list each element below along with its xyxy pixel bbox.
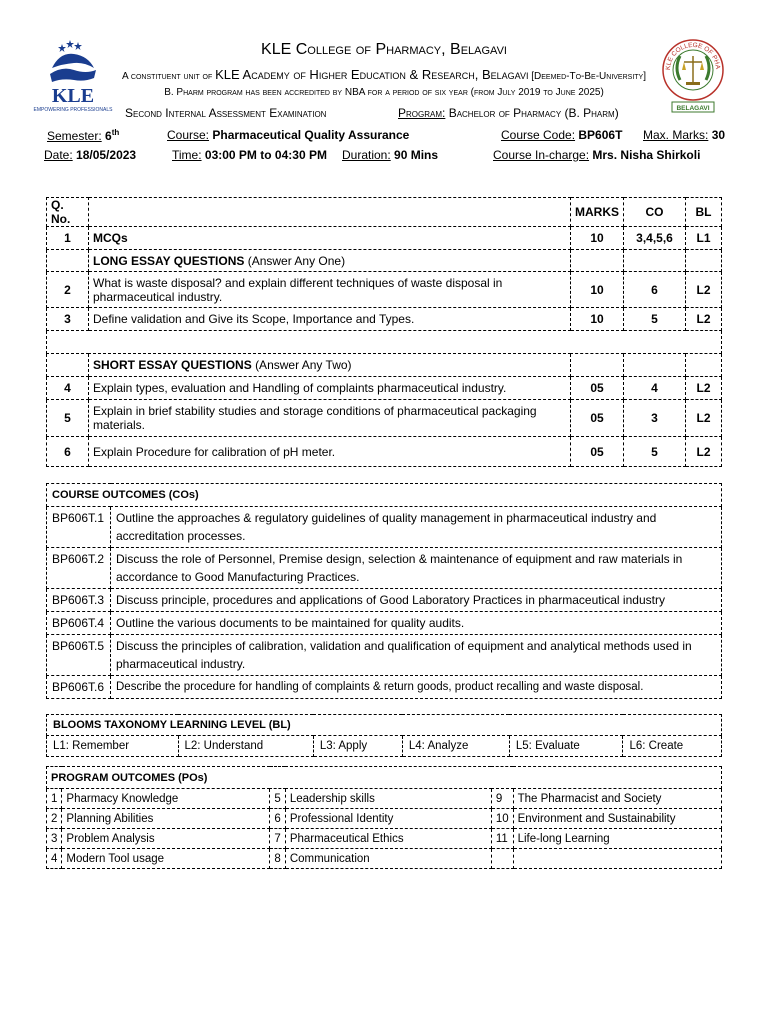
question-marks: 05: [571, 400, 624, 437]
po-number: 5: [270, 789, 285, 809]
question-number: 5: [47, 400, 89, 437]
semester-field: [47, 128, 119, 143]
question-co: 5: [624, 437, 686, 467]
co-row: [47, 635, 722, 676]
po-number: 4: [47, 849, 62, 869]
svg-text:BELAGAVI: BELAGAVI: [676, 105, 710, 112]
po-number: 10: [491, 809, 513, 829]
duration-value: 90 Mins: [394, 148, 439, 162]
po-text: Professional Identity: [285, 809, 491, 829]
program-outcomes-table: [46, 766, 722, 869]
duration-label: Duration:: [342, 148, 391, 162]
accreditation-line: B. Pharm program has been accredited by NBA for a period of six year (from July 2019 to June 2025): [164, 87, 604, 98]
po-text: Pharmaceutical Ethics: [285, 829, 491, 849]
po-number: 2: [47, 809, 62, 829]
date-field: [44, 148, 136, 162]
co-title: COURSE OUTCOMES (COs): [47, 484, 722, 507]
bl-level: L3: Apply: [313, 736, 402, 757]
question-co: 6: [624, 272, 686, 308]
section-heading-row: [47, 250, 722, 272]
academy-name: KLE Academy of Higher Education & Research, Belagavi: [215, 67, 529, 82]
spacer-row: [47, 331, 722, 354]
course-code-label: Course Code:: [501, 128, 576, 142]
bl-level: L5: Evaluate: [509, 736, 623, 757]
question-bl: L2: [686, 377, 722, 400]
co-text: Discuss the principles of calibration, validation and qualification of equipment and analytical methods used in pharmaceutical industry.: [111, 635, 722, 676]
question-row: [47, 377, 722, 400]
blank-header: [89, 198, 571, 227]
blooms-table: [46, 714, 722, 757]
co-row: [47, 676, 722, 699]
question-marks: 10: [571, 308, 624, 331]
bl-level: L2: Understand: [178, 736, 313, 757]
co-code: BP606T.3: [47, 589, 111, 612]
question-bl: L1: [686, 227, 722, 250]
semester-sup: th: [111, 128, 120, 137]
semester-value: 6: [105, 129, 112, 143]
question-co: 5: [624, 308, 686, 331]
question-co: 3: [624, 400, 686, 437]
po-text: Life-long Learning: [513, 829, 721, 849]
question-bl: L2: [686, 272, 722, 308]
question-row: [47, 437, 722, 467]
question-table: [46, 197, 722, 467]
program-label: Program:: [398, 106, 446, 120]
po-text: The Pharmacist and Society: [513, 789, 721, 809]
co-row: [47, 548, 722, 589]
co-text: Outline the various documents to be maintained for quality audits.: [111, 612, 722, 635]
table-header-row: [47, 198, 722, 227]
course-value: Pharmaceutical Quality Assurance: [212, 128, 410, 142]
question-number: 3: [47, 308, 89, 331]
college-name: KLE College of Pharmacy, Belagavi: [261, 41, 507, 58]
question-number: 1: [47, 227, 89, 250]
short-essay-heading: SHORT ESSAY QUESTIONS (Answer Any Two): [89, 354, 571, 377]
max-marks-value: 30: [711, 128, 726, 142]
question-text: Explain Procedure for calibration of pH meter.: [89, 437, 571, 467]
question-text: MCQs: [89, 227, 571, 250]
course-code-value: BP606T: [578, 128, 623, 142]
long-essay-heading: LONG ESSAY QUESTIONS (Answer Any One): [89, 250, 571, 272]
question-row: [47, 400, 722, 437]
question-number: 4: [47, 377, 89, 400]
bl-level: L1: Remember: [47, 736, 179, 757]
semester-label: Semester:: [47, 129, 102, 143]
bl-level: L4: Analyze: [402, 736, 509, 757]
question-co: 4: [624, 377, 686, 400]
constituent-line: [0, 67, 768, 82]
svg-text:KLE: KLE: [51, 85, 95, 107]
question-text: Explain types, evaluation and Handling of complaints pharmaceutical industry.: [89, 377, 571, 400]
question-marks: 05: [571, 377, 624, 400]
date-label: Date:: [44, 148, 73, 162]
po-number: 3: [47, 829, 62, 849]
co-text: Discuss the role of Personnel, Premise design, selection & maintenance of equipment and raw materials in accordance to Good Manufacturing Practices.: [111, 548, 722, 589]
po-text: Pharmacy Knowledge: [62, 789, 270, 809]
po-text: Leadership skills: [285, 789, 491, 809]
po-number: 11: [491, 829, 513, 849]
time-value: 03:00 PM to 04:30 PM: [204, 148, 327, 162]
question-text: Explain in brief stability studies and storage conditions of pharmaceutical packaging materials.: [89, 400, 571, 437]
duration-field: [342, 148, 438, 162]
program-value: Bachelor of Pharmacy (B. Pharm): [448, 106, 619, 120]
program-line: [398, 106, 619, 120]
po-number: 9: [491, 789, 513, 809]
date-value: 18/05/2023: [76, 148, 137, 162]
course-label: Course:: [167, 128, 210, 142]
bl-level: L6: Create: [623, 736, 722, 757]
bl-header: BL: [686, 198, 722, 227]
question-bl: L2: [686, 437, 722, 467]
po-text: Problem Analysis: [62, 829, 270, 849]
course-field: [167, 128, 409, 142]
po-number: 1: [47, 789, 62, 809]
question-row: [47, 272, 722, 308]
course-code-field: [501, 128, 622, 142]
question-marks: 05: [571, 437, 624, 467]
section-heading-row: [47, 354, 722, 377]
po-number: 7: [270, 829, 285, 849]
question-marks: 10: [571, 227, 624, 250]
co-code: BP606T.5: [47, 635, 111, 676]
co-row: [47, 507, 722, 548]
co-header: CO: [624, 198, 686, 227]
co-row: [47, 589, 722, 612]
time-field: [172, 148, 327, 162]
co-code: BP606T.2: [47, 548, 111, 589]
course-outcomes-table: [46, 483, 722, 699]
question-row: [47, 227, 722, 250]
po-number: 8: [270, 849, 285, 869]
marks-header: MARKS: [571, 198, 624, 227]
co-row: [47, 612, 722, 635]
question-marks: 10: [571, 272, 624, 308]
blooms-title: BLOOMS TAXONOMY LEARNING LEVEL (BL): [47, 715, 722, 736]
po-text: Planning Abilities: [62, 809, 270, 829]
incharge-label: Course In-charge:: [493, 148, 590, 162]
incharge-value: Mrs. Nisha Shirkoli: [592, 148, 701, 162]
po-text: Communication: [285, 849, 491, 869]
max-marks-field: [643, 128, 725, 142]
co-code: BP606T.6: [47, 676, 111, 699]
max-marks-label: Max. Marks:: [643, 128, 709, 142]
incharge-field: [493, 148, 700, 162]
po-text: Modern Tool usage: [62, 849, 270, 869]
deemed-label: [Deemed-To-Be-University]: [531, 71, 646, 82]
question-co: 3,4,5,6: [624, 227, 686, 250]
question-text: Define validation and Give its Scope, Importance and Types.: [89, 308, 571, 331]
po-number: 6: [270, 809, 285, 829]
co-text: Discuss principle, procedures and applications of Good Laboratory Practices in pharmaceutical industry: [111, 589, 722, 612]
po-title: PROGRAM OUTCOMES (POs): [47, 767, 722, 789]
question-text: What is waste disposal? and explain different techniques of waste disposal in pharmaceutical industry.: [89, 272, 571, 308]
co-code: BP606T.1: [47, 507, 111, 548]
question-number: 2: [47, 272, 89, 308]
svg-text:EMPOWERING PROFESSIONALS: EMPOWERING PROFESSIONALS: [33, 107, 113, 113]
question-row: [47, 308, 722, 331]
svg-text:KLE COLLEGE OF PHARMACY: KLE COLLEGE OF PHA: [664, 41, 722, 71]
question-number: 6: [47, 437, 89, 467]
co-text: Describe the procedure for handling of complaints & return goods, product recalling and waste disposal.: [111, 676, 722, 699]
question-bl: L2: [686, 400, 722, 437]
question-bl: L2: [686, 308, 722, 331]
constituent-prefix: A constituent unit of: [122, 71, 213, 82]
exam-title: Second Internal Assessment Examination: [125, 106, 327, 120]
co-code: BP606T.4: [47, 612, 111, 635]
co-text: Outline the approaches & regulatory guidelines of quality management in pharmaceutical industry and accreditation processes.: [111, 507, 722, 548]
time-label: Time:: [172, 148, 202, 162]
qno-header: Q. No.: [47, 198, 89, 227]
po-text: Environment and Sustainability: [513, 809, 721, 829]
